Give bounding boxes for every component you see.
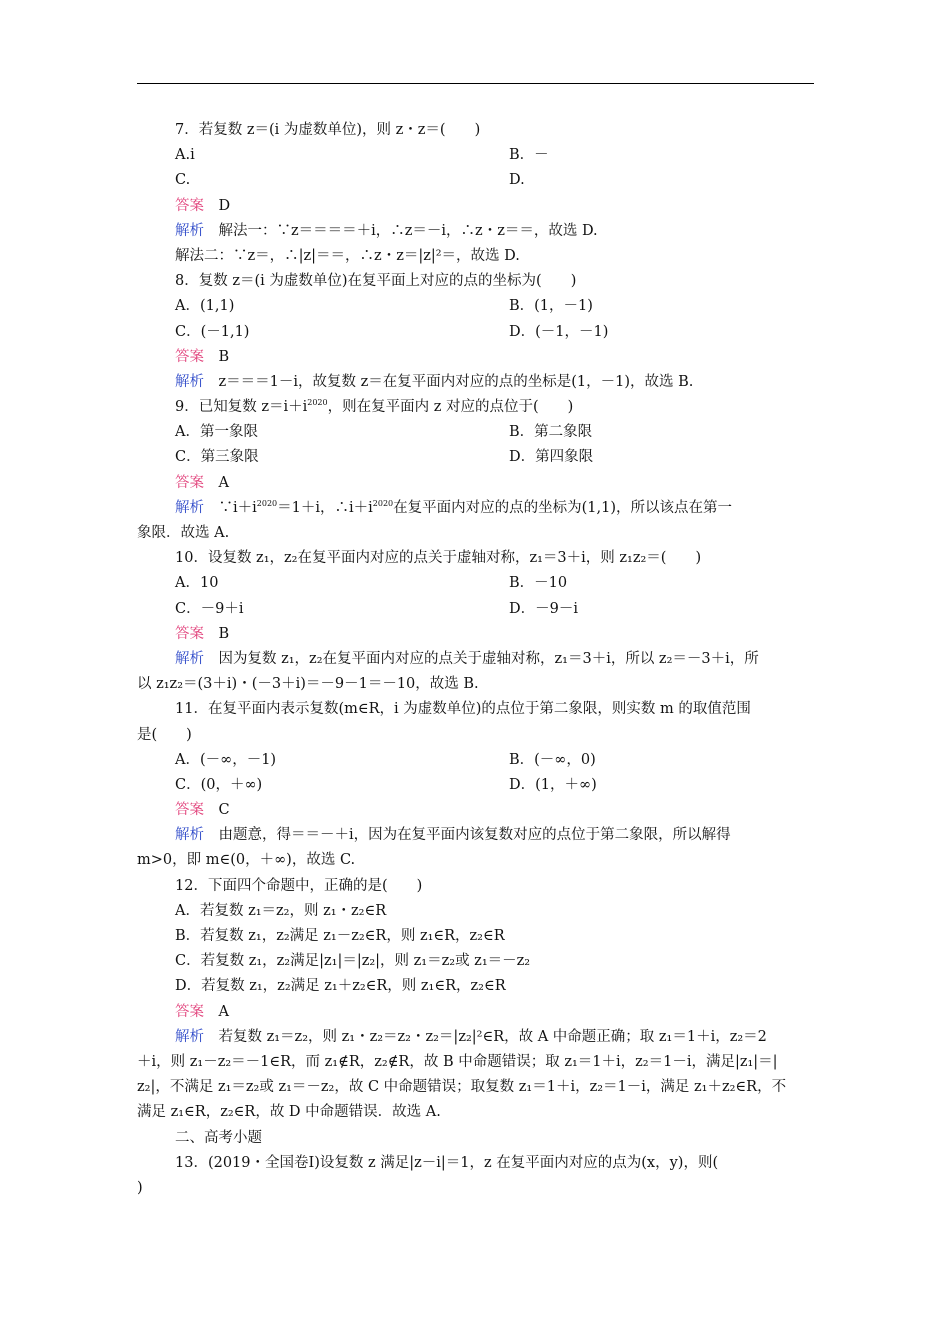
answer-value: B [218, 348, 230, 365]
q7-option-a: A.i [175, 147, 195, 164]
q12-analysis-line3: z₂|，不满足 z₁＝z₂或 z₁＝－z₂，故 C 中命题错误；取复数 z₁＝1＋i，z₂＝1－i，满足 z₁＋z₂∈R，不 [137, 1079, 787, 1096]
q8-option-b: B．(1，－1) [509, 298, 593, 315]
answer-label: 答案 [175, 1003, 204, 1020]
q8-option-c: C．(－1,1) [175, 323, 250, 340]
q8-options-cd [137, 320, 814, 345]
answer-value: D [218, 197, 231, 214]
q7-options-cd [137, 168, 814, 193]
answer-label: 答案 [175, 474, 204, 491]
document-body [137, 118, 814, 1201]
q9-answer [137, 471, 814, 496]
q7-stem: 7．若复数 z＝(i 为虚数单位)，则 z・z＝( ) [175, 122, 481, 138]
q9-analysis-part1: ∵i＋i [218, 499, 257, 516]
q7-options-ab [137, 143, 814, 168]
analysis-label: 解析 [175, 827, 204, 844]
q11-stem-cont: 是( ) [137, 726, 192, 743]
q10-option-a: A．10 [175, 575, 219, 592]
q12-option-c: C．若复数 z₁，z₂满足|z₁|＝|z₂|，则 z₁＝z₂或 z₁＝－z₂ [175, 953, 531, 970]
q8-answer [137, 345, 814, 370]
q8-analysis [137, 370, 814, 395]
q11-option-c: C．(0，＋∞) [175, 776, 263, 793]
answer-label: 答案 [175, 348, 204, 365]
q10-analysis-cont: 以 z₁z₂＝(3＋i)・(－3＋i)＝－9－1＝－10，故选 B. [137, 676, 479, 693]
answer-value: C [218, 802, 230, 819]
q9-option-d: D．第四象限 [509, 449, 594, 466]
q9-analysis [137, 496, 814, 521]
q9-exponent: 2020 [307, 398, 328, 408]
analysis-text: 由题意，得＝＝－＋i，因为在复平面内该复数对应的点位于第二象限，所以解得 [218, 827, 731, 844]
answer-label: 答案 [175, 625, 204, 642]
q9-analysis-part3: 在复平面内对应的点的坐标为(1,1)，所以该点在第一 [393, 499, 733, 516]
q7-option-b: B．－ [509, 147, 549, 164]
q7-analysis-2: 解法二：∵z＝，∴|z|＝＝，∴z・z＝|z|²＝，故选 D. [175, 247, 520, 264]
q12-answer [137, 1000, 814, 1025]
q12-option-d: D．若复数 z₁，z₂满足 z₁＋z₂∈R，则 z₁∈R，z₂∈R [175, 978, 506, 995]
q9-options-cd [137, 445, 814, 470]
q8-option-a: A．(1,1) [175, 298, 235, 315]
q13-stem-cont: ) [137, 1179, 143, 1196]
section-heading: 二、高考小题 [175, 1129, 262, 1146]
q10-options-ab [137, 571, 814, 596]
analysis-label: 解析 [175, 499, 204, 516]
q8-option-d: D．(－1，－1) [509, 323, 609, 340]
q9-analysis-part2: ＝1＋i，∴i＋i [277, 499, 373, 516]
q9-option-c: C．第三象限 [175, 449, 259, 466]
q12-analysis-line4: 满足 z₁∈R，z₂∈R，故 D 中命题错误．故选 A. [137, 1104, 441, 1121]
q10-stem: 10．设复数 z₁，z₂在复平面内对应的点关于虚轴对称，z₁＝3＋i，则 z₁z₂＝( ) [175, 550, 702, 567]
q9-analysis-exp1: 2020 [256, 498, 278, 508]
q11-option-d: D．(1，＋∞) [509, 776, 597, 793]
q11-analysis [137, 823, 814, 848]
q12-option-a: A．若复数 z₁＝z₂，则 z₁・z₂∈R [175, 902, 387, 919]
q10-option-c: C．－9＋i [175, 600, 244, 617]
q11-answer [137, 798, 814, 823]
q12-analysis-line2: ＋i，则 z₁－z₂＝－1∈R，而 z₁∉R，z₂∉R，故 B 中命题错误；取 z₁＝1＋i，z₂＝1－i，满足|z₁|＝| [137, 1053, 778, 1070]
q9-option-a: A．第一象限 [175, 424, 258, 441]
q12-option-b: B．若复数 z₁，z₂满足 z₁－z₂∈R，则 z₁∈R，z₂∈R [175, 928, 505, 944]
q12-stem: 12．下面四个命题中，正确的是( ) [175, 877, 423, 894]
q11-options-ab [137, 748, 814, 773]
analysis-text: 若复数 z₁＝z₂，则 z₁・z₂＝z₂・z₂＝|z₂|²∈R，故 A 中命题正确；取 z₁＝1＋i，z₂＝2 [218, 1028, 767, 1045]
analysis-label: 解析 [175, 222, 204, 239]
q10-answer [137, 622, 814, 647]
q10-option-b: B．－10 [509, 575, 568, 592]
analysis-text: z＝＝＝1－i，故复数 z＝在复平面内对应的点的坐标是(1，－1)，故选 B. [218, 373, 694, 390]
q10-options-cd [137, 597, 814, 622]
q9-stem-post: ，则在复平面内 z 对应的点位于( ) [327, 399, 574, 416]
q9-analysis-cont: 象限．故选 A. [137, 525, 230, 541]
q9-stem [137, 395, 814, 420]
answer-value: A [218, 474, 229, 491]
answer-label: 答案 [175, 197, 204, 214]
q11-option-b: B．(－∞，0) [509, 751, 596, 768]
q13-stem: 13．(2019・全国卷Ⅰ)设复数 z 满足|z－i|＝1，z 在复平面内对应的点为(x，y)，则( [175, 1154, 719, 1171]
q10-analysis [137, 647, 814, 672]
q8-options-ab [137, 294, 814, 319]
q11-analysis-cont: m>0，即 m∈(0，＋∞)，故选 C. [137, 852, 356, 869]
q7-option-c: C. [175, 172, 191, 189]
q9-stem-pre: 9．已知复数 z＝i＋i [175, 399, 308, 416]
q7-option-d: D. [509, 172, 525, 189]
q12-analysis [137, 1025, 814, 1050]
analysis-text: 因为复数 z₁，z₂在复平面内对应的点关于虚轴对称，z₁＝3＋i，所以 z₂＝－3＋i，所 [218, 650, 759, 667]
q9-option-b: B．第二象限 [509, 424, 593, 441]
q9-options-ab [137, 420, 814, 445]
q11-stem: 11．在复平面内表示复数(m∈R，i 为虚数单位)的点位于第二象限，则实数 m 的取值范围 [175, 701, 751, 718]
q8-stem: 8．复数 z＝(i 为虚数单位)在复平面上对应的点的坐标为( ) [175, 273, 577, 290]
q11-options-cd [137, 773, 814, 798]
q7-answer [137, 194, 814, 219]
q11-option-a: A．(－∞，－1) [175, 751, 277, 768]
analysis-label: 解析 [175, 373, 204, 390]
analysis-label: 解析 [175, 1028, 204, 1045]
q7-analysis [137, 219, 814, 244]
q10-option-d: D．－9－i [509, 600, 578, 617]
answer-value: A [218, 1003, 229, 1020]
analysis-label: 解析 [175, 650, 204, 667]
header-rule [137, 83, 814, 84]
q9-analysis-exp2: 2020 [372, 498, 394, 508]
answer-label: 答案 [175, 802, 204, 819]
analysis-text: 解法一：∵z＝＝＝＝＋i，∴z＝－i，∴z・z＝＝，故选 D. [218, 222, 598, 239]
answer-value: B [218, 625, 230, 642]
